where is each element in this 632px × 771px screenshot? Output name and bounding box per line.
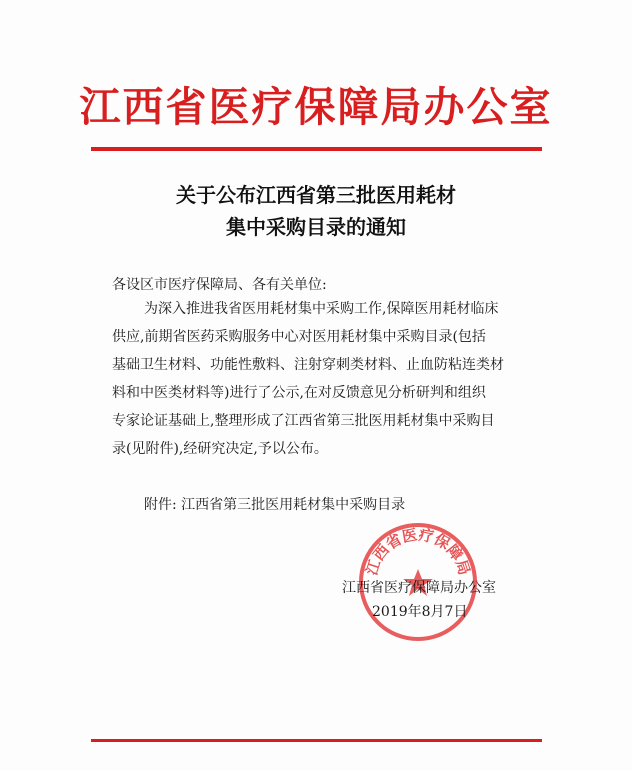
body-line: 为深入推进我省医用耗材集中采购工作,保障医用耗材临床	[144, 301, 499, 317]
document-title-line-1: 关于公布江西省第三批医用耗材	[176, 183, 456, 207]
letterhead-red-rule	[91, 147, 542, 151]
document-title-line-2: 集中采购目录的通知	[226, 215, 406, 239]
seal-text: 江西省医疗保障局	[362, 525, 474, 578]
salutation: 各设区市医疗保障局、各有关单位:	[112, 277, 327, 293]
letterhead-title: 江西省医疗保障局办公室	[79, 83, 553, 131]
attachment-note: 附件: 江西省第三批医用耗材集中采购目录	[144, 497, 406, 513]
body-line: 录(见附件),经研究决定,予以公布。	[112, 441, 328, 457]
body-line: 供应,前期省医药采购服务中心对医用耗材集中采购目录(包括	[112, 329, 486, 345]
body-line: 基础卫生材料、功能性敷料、注射穿刺类材料、止血防粘连类材	[112, 357, 504, 373]
body-line: 料和中医类材料等)进行了公示,在对反馈意见分析研判和组织	[112, 385, 486, 401]
signature-org: 江西省医疗保障局办公室	[342, 580, 496, 596]
signature-date: 2019年8月7日	[372, 604, 468, 620]
body-line: 专家论证基础上,整理形成了江西省第三批医用耗材集中采购目	[112, 413, 495, 429]
footer-red-rule	[91, 739, 542, 742]
